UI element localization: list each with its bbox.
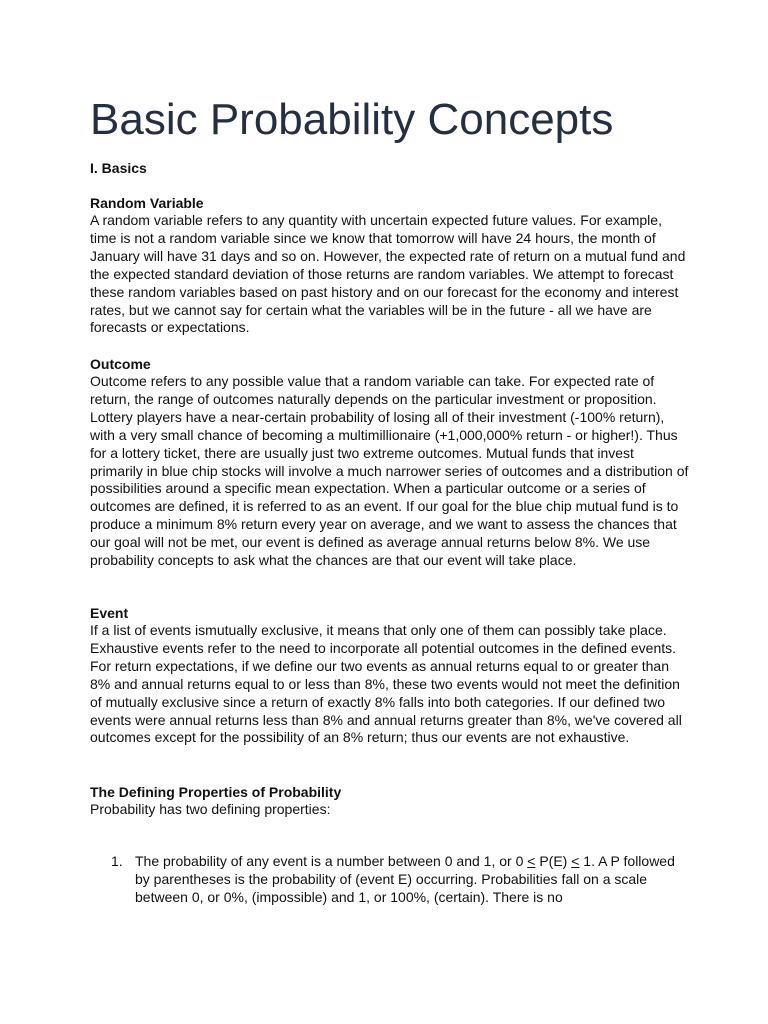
list-item-number: 1. <box>111 853 123 869</box>
list-item-text: The probability of any event is a number between 0 and 1, or 0 <box>135 853 528 869</box>
subsection-heading-defining-properties: The Defining Properties of Probability <box>90 784 342 800</box>
subsection-heading-outcome: Outcome <box>90 356 151 372</box>
list-item-text: 1. A P followed by parentheses is the probability of (event E) occurring. Probabilities fall on a scale between 0, or 0%, (impossible) and 1, or 100%, (certain). There is no <box>135 853 675 905</box>
subsection-heading-random-variable: Random Variable <box>90 195 204 211</box>
paragraph-random-variable: A random variable refers to any quantity with uncertain expected future values. For example, time is not a random variable since we know that tomorrow will have 24 hours, the month of January will have 31 days and so on. However, the expected rate of return on a mutual fund and the expected standard deviation of those returns are random variables. We attempt to forecast these random variables based on past history and on our forecast for the economy and interest rates, but we cannot say for certain what the variables will be in the future - all we have are forecasts or expectations. <box>90 212 686 336</box>
list-item <box>90 853 690 907</box>
paragraph-event: If a list of events ismutually exclusive, it means that only one of them can possibly take place. Exhaustive events refer to the need to incorporate all potential outcomes in the defined events. For return expectations, if we define our two events as annual returns equal to or greater than 8% and annual returns equal to or less than 8%, these two events would not meet the definition of mutually exclusive since a return of exactly 8% falls into both categories. If our defined two events were annual returns less than 8% and annual returns greater than 8%, we've covered all outcomes except for the possibility of an 8% return; thus our events are not exhaustive. <box>90 622 682 746</box>
subsection-heading-event: Event <box>90 605 129 621</box>
paragraph-outcome: Outcome refers to any possible value that a random variable can take. For expected rate of return, the range of outcomes naturally depends on the particular investment or proposition. Lottery players have a near-certain probability of losing all of their investment (-100% return), with a very small chance of becoming a multimillionaire (+1,000,000% return - or higher!). Thus for a lottery ticket, there are usually just two extreme outcomes. Mutual funds that invest primarily in blue chip stocks will involve a much narrower series of outcomes and a distribution of possibilities around a specific mean expectation. When a particular outcome or a series of outcomes are defined, it is referred to as an event. If our goal for the blue chip mutual fund is to produce a minimum 8% return every year on average, and we want to assess the chances that our goal will not be met, our event is defined as average annual returns below 8%. We use probability concepts to ask what the chances are that our event will take place. <box>90 373 689 569</box>
paragraph-defining-properties: Probability has two defining properties: <box>90 801 331 817</box>
less-equal-symbol: < <box>527 853 536 869</box>
list-item-text: P(E) <box>535 853 572 869</box>
less-equal-symbol: < <box>571 853 580 869</box>
document-title: Basic Probability Concepts <box>90 95 614 144</box>
section-heading: I. Basics <box>90 160 147 176</box>
properties-list <box>90 853 690 907</box>
